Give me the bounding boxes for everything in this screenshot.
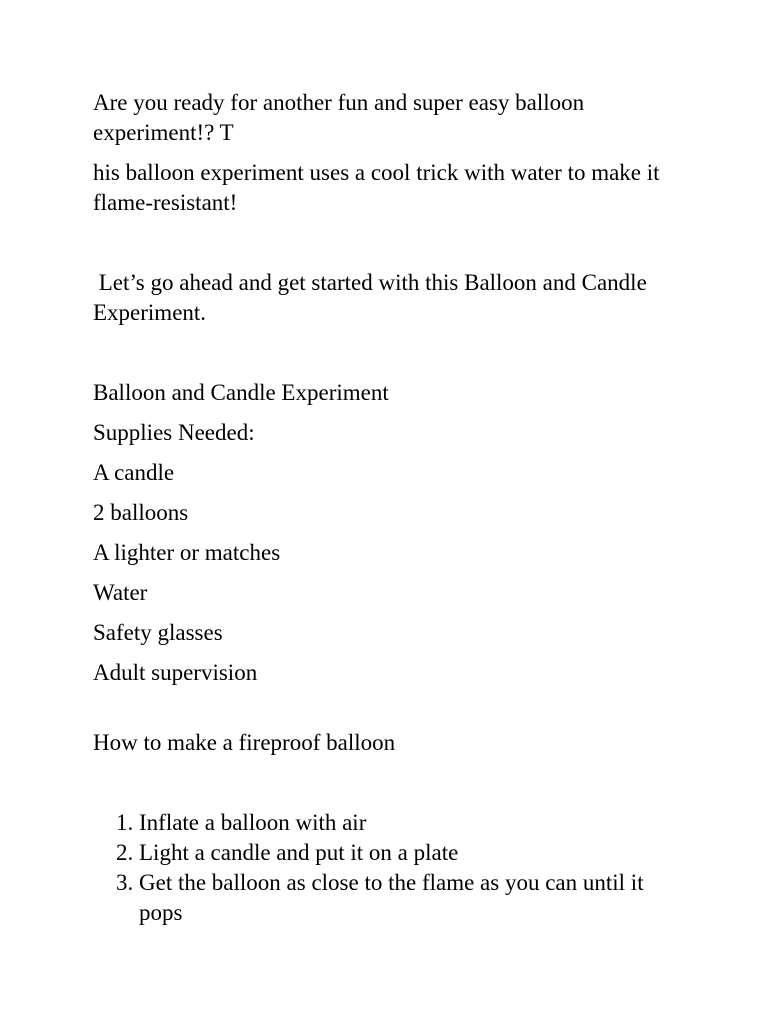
howto-heading: How to make a fireproof balloon <box>93 730 396 755</box>
supplies-heading: Supplies Needed: <box>93 420 255 445</box>
intro-paragraph-1: Are you ready for another fun and super easy balloon experiment!? T <box>93 90 585 145</box>
supply-item: 2 balloons <box>93 500 189 525</box>
supplies-list <box>93 458 673 688</box>
supply-item: Water <box>93 580 148 605</box>
steps-list <box>93 808 673 928</box>
supply-item: A candle <box>93 460 175 485</box>
step-item: 2. Light a candle and put it on a plate <box>139 838 673 868</box>
section-title: Balloon and Candle Experiment <box>93 380 389 405</box>
supply-item: Adult supervision <box>93 660 258 685</box>
step-item: 1. Inflate a balloon with air <box>139 808 673 838</box>
supply-item: A lighter or matches <box>93 540 281 565</box>
intro-paragraph-2: his balloon experiment uses a cool trick with water to make it flame-resistant! <box>93 160 660 215</box>
document-page <box>93 88 673 928</box>
lets-go-paragraph: Let’s go ahead and get started with this Balloon and Candle Experiment. <box>93 270 653 325</box>
step-item: 3. Get the balloon as close to the flame as you can until it pops <box>139 868 673 928</box>
supply-item: Safety glasses <box>93 620 223 645</box>
